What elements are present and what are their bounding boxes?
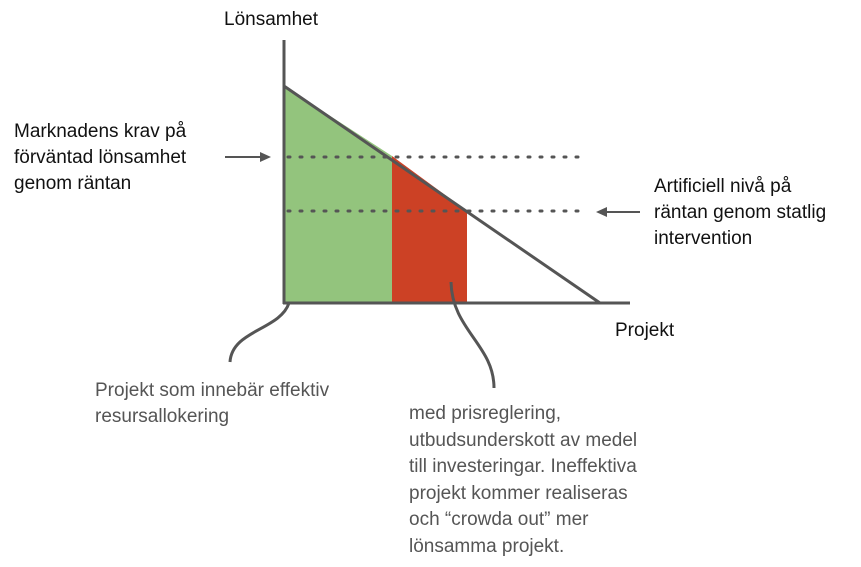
- market-rate-label: [14, 119, 186, 197]
- efficient-note-line-2: resursallokering: [95, 406, 230, 427]
- efficient-projects-region: [284, 86, 392, 303]
- inefficient-projects-region: [392, 156, 467, 303]
- inefficient-note-line-3: till investeringar. Ineffektiva: [409, 456, 637, 477]
- market-rate-label-line-3: genom räntan: [14, 173, 132, 194]
- inefficient-note-line-1: med prisreglering,: [409, 403, 562, 424]
- artificial-rate-label-line-3: intervention: [654, 228, 753, 249]
- artificial-rate-label-line-1: Artificiell nivå på: [654, 176, 792, 197]
- efficient-note: [95, 378, 329, 430]
- efficient-note-line-1: Projekt som innebär effektiv: [95, 380, 330, 401]
- y-axis-label: Lönsamhet: [224, 9, 319, 30]
- inefficient-note: [409, 401, 637, 560]
- market-rate-label-line-2: förväntad lönsamhet: [14, 147, 187, 168]
- inefficient-note-line-4: projekt kommer realiseras: [409, 482, 628, 504]
- artificial-rate-label-line-2: räntan genom statlig: [654, 202, 827, 223]
- efficient-callout-curve: [230, 303, 289, 362]
- inefficient-note-line-5: och “crowda out” mer: [409, 509, 589, 530]
- left-arrow-head: [260, 152, 271, 162]
- x-axis-label: Projekt: [615, 320, 675, 341]
- inefficient-note-line-2: utbudsunderskott av medel: [409, 429, 638, 451]
- right-arrow-head: [596, 207, 607, 217]
- market-rate-label-line-1: Marknadens krav på: [14, 121, 187, 142]
- inefficient-note-line-6: lönsamma projekt.: [409, 535, 565, 557]
- artificial-rate-label: [654, 174, 826, 252]
